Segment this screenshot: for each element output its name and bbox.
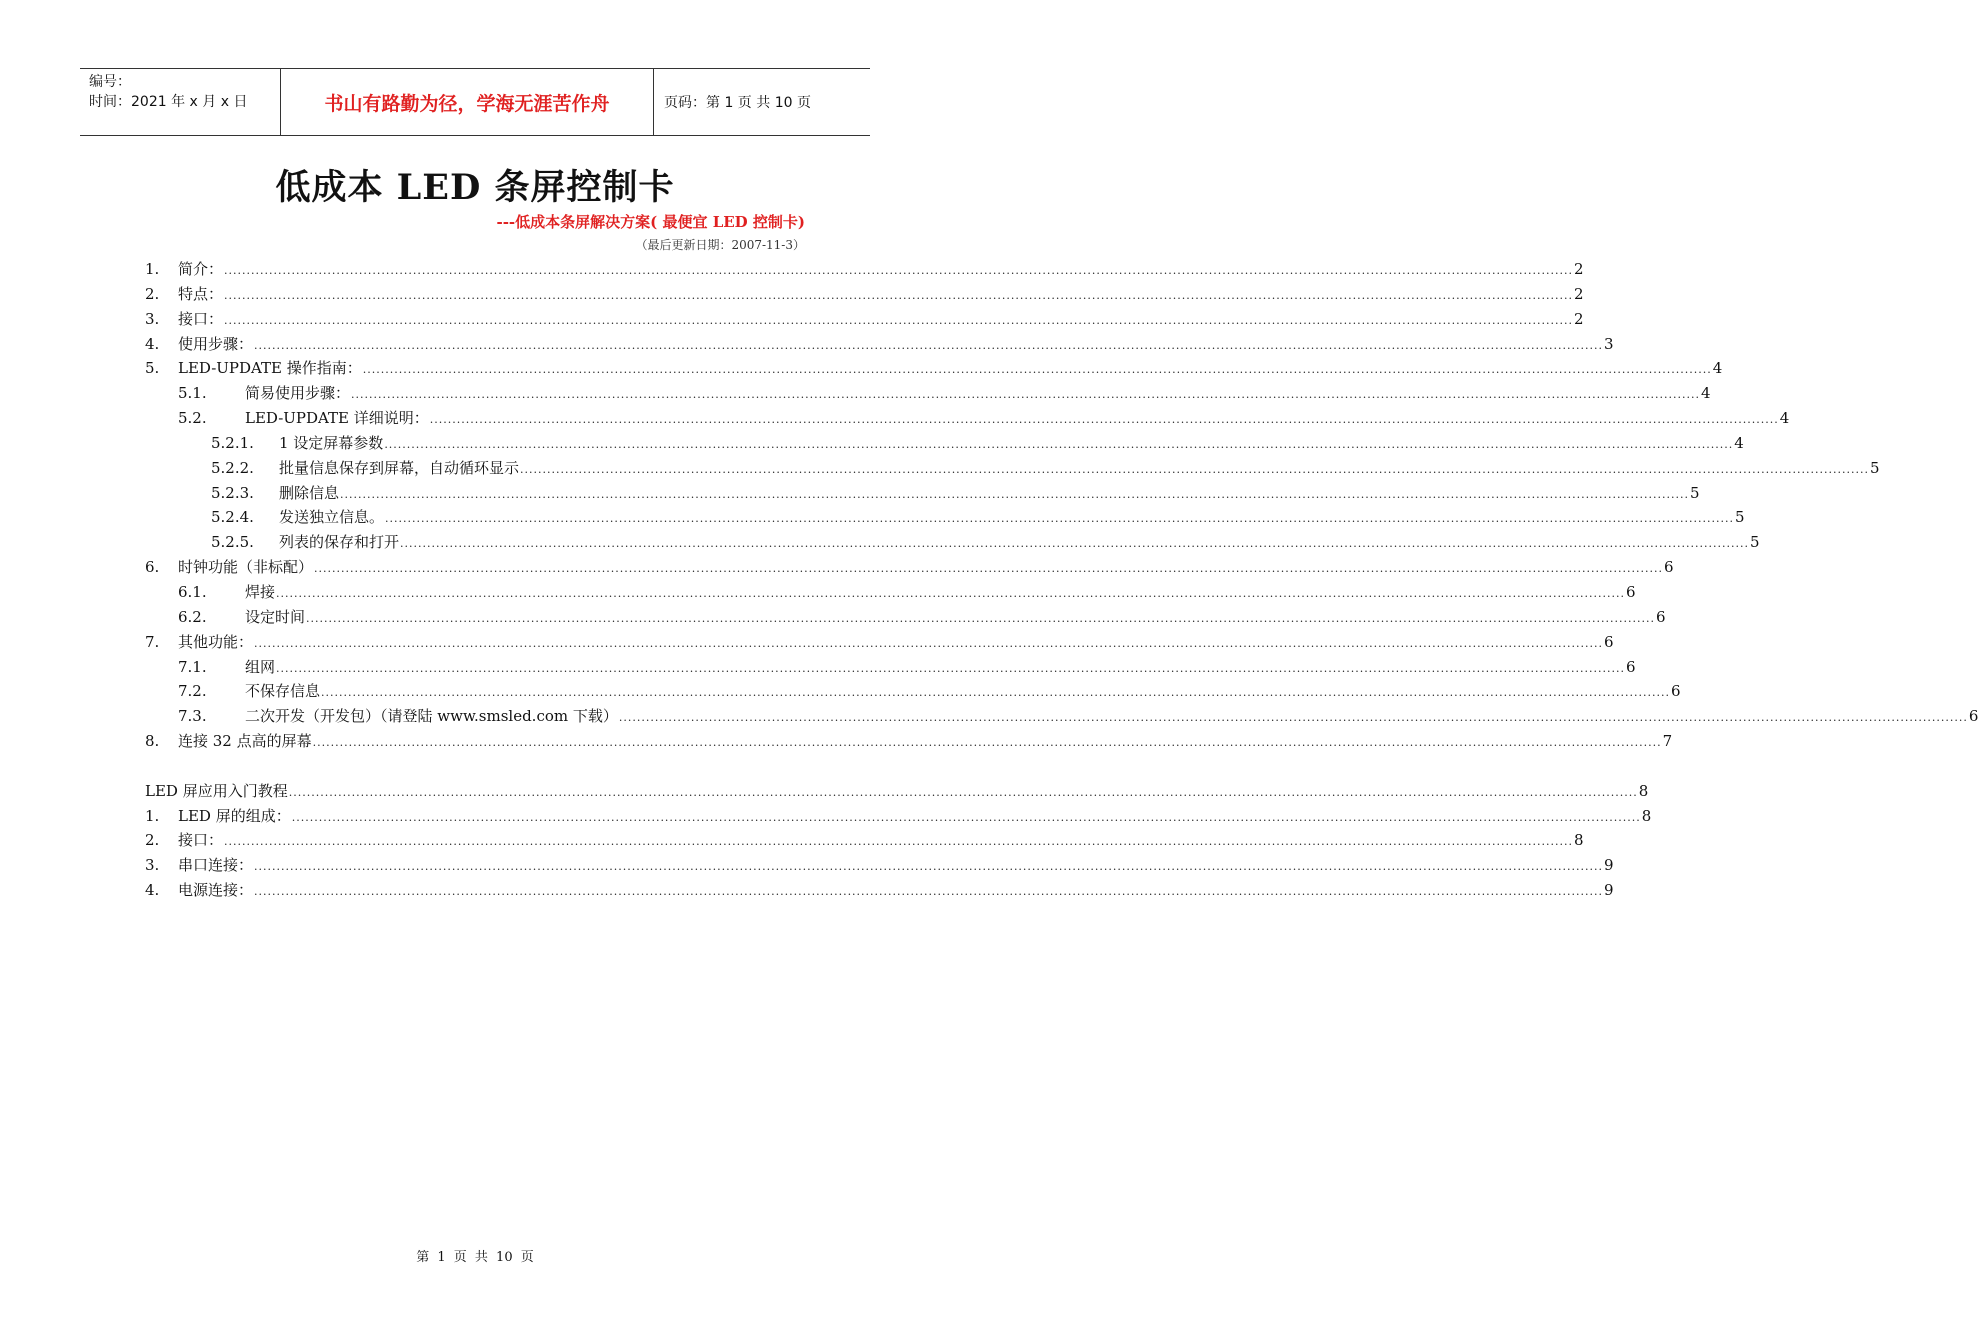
toc-label: 电源连接：: [178, 881, 254, 900]
toc-entry[interactable]: [145, 283, 1584, 308]
toc-number: 6.2.: [178, 607, 207, 626]
toc-label: 简介：: [178, 260, 224, 278]
toc-entry[interactable]: [145, 357, 1723, 382]
toc-label: 使用步骤：: [178, 334, 254, 353]
toc-label: 特点：: [178, 284, 224, 303]
document-subtitle: ---低成本条屏解决方案( 最便宜 LED 控制卡): [496, 213, 805, 231]
toc-page: 6: [1656, 607, 1666, 626]
toc-spacer: [145, 755, 807, 780]
toc-page: 6: [1671, 682, 1681, 701]
header-page-info: 页码：第 1 页 共 10 页: [664, 95, 811, 111]
toc-leader: ............................................................................................................................................................................................................................................................................................................: [224, 264, 1573, 277]
toc-entry[interactable]: [145, 631, 1614, 656]
toc-label: 列表的保存和打开: [279, 533, 400, 552]
toc-number: 5.1.: [178, 384, 207, 403]
toc-label: 接口：: [178, 309, 224, 328]
toc-label: LED-UPDATE 详细说明：: [245, 409, 429, 428]
toc-entry[interactable]: [145, 656, 1636, 681]
toc-label: 批量信息保存到屏幕，自动循环显示: [279, 458, 520, 477]
toc-number: 2.: [145, 831, 160, 850]
last-updated: （最后更新日期：2007-11-3）: [635, 238, 805, 252]
toc-page: 2: [1574, 260, 1584, 278]
toc-page: 8: [1638, 781, 1649, 800]
toc-page: 6: [1664, 558, 1674, 577]
toc-page: 6: [1626, 582, 1636, 601]
toc-number: 6.1.: [178, 582, 207, 601]
toc-page: 8: [1641, 806, 1652, 825]
toc-label: 1 设定屏幕参数: [279, 433, 384, 452]
toc-label: 时钟功能（非标配）: [178, 558, 314, 577]
toc-page: 4: [1712, 359, 1723, 378]
page-footer: 第 1 页 共 10 页: [416, 1250, 534, 1265]
toc-label: 不保存信息: [245, 682, 321, 701]
toc-entry[interactable]: [145, 829, 1584, 854]
toc-page: 4: [1701, 384, 1711, 403]
header-motto: 书山有路勤为径，学海无涯苦作舟: [281, 69, 654, 135]
toc-number: 5.2.: [178, 409, 207, 428]
toc-entry[interactable]: [145, 780, 1649, 805]
toc-page: 6: [1968, 707, 1978, 726]
toc-entry[interactable]: [145, 407, 1790, 432]
toc-number: 7.: [145, 632, 160, 651]
toc-label: LED 屏应用入门教程: [145, 781, 288, 800]
toc-entry[interactable]: [145, 705, 1978, 730]
toc-label: 二次开发（开发包）（请登陆 www.smsled.com 下载）: [245, 707, 618, 726]
toc-label: 组网: [245, 657, 276, 676]
toc-leader: ............................................................................................................................................................................................................................................................................................................: [288, 785, 1638, 799]
toc-entry[interactable]: [145, 805, 1652, 830]
toc-entry[interactable]: [145, 879, 1614, 904]
toc-number: 4.: [145, 881, 160, 900]
toc-label: LED-UPDATE 操作指南：: [178, 359, 362, 378]
toc-entry[interactable]: [145, 531, 1760, 556]
toc-number: 4.: [145, 334, 160, 353]
toc-leader: ............................................................................................................................................................................................................................................................................................................: [276, 586, 1625, 600]
toc-number: 7.2.: [178, 682, 207, 701]
toc-leader: ............................................................................................................................................................................................................................................................................................................: [340, 487, 1689, 501]
toc-number: 5.2.3.: [211, 483, 254, 502]
header-time: 时间：2021 年 x 月 x 日: [89, 94, 248, 110]
table-of-contents: [145, 258, 1978, 904]
toc-page: 5: [1870, 458, 1880, 477]
toc-leader: ............................................................................................................................................................................................................................................................................................................: [385, 512, 1734, 526]
toc-entry[interactable]: [145, 730, 1673, 755]
document-title: 低成本 LED 条屏控制卡: [275, 167, 675, 208]
toc-leader: ............................................................................................................................................................................................................................................................................................................: [254, 860, 1603, 874]
toc-leader: ............................................................................................................................................................................................................................................................................................................: [254, 636, 1603, 650]
toc-entry[interactable]: [145, 556, 1674, 581]
toc-entry[interactable]: [145, 680, 1681, 705]
toc-entry[interactable]: [145, 606, 1666, 631]
toc-page: 3: [1604, 334, 1614, 353]
toc-page: 6: [1604, 632, 1614, 651]
toc-leader: ............................................................................................................................................................................................................................................................................................................: [314, 562, 1663, 576]
toc-entry[interactable]: [145, 432, 1744, 457]
toc-entry[interactable]: [145, 506, 1745, 531]
toc-label: 串口连接：: [178, 856, 254, 875]
toc-leader: ............................................................................................................................................................................................................................................................................................................: [306, 611, 1655, 625]
toc-leader: ............................................................................................................................................................................................................................................................................................................: [362, 363, 1712, 377]
toc-page: 9: [1604, 881, 1614, 900]
toc-number: 5.2.4.: [211, 508, 254, 527]
toc-leader: ............................................................................................................................................................................................................................................................................................................: [224, 288, 1573, 302]
toc-number: 1.: [145, 806, 160, 825]
toc-number: 2.: [145, 284, 160, 303]
toc-label: 发送独立信息。: [279, 508, 385, 527]
toc-page: 2: [1574, 309, 1584, 328]
toc-page: 7: [1662, 732, 1673, 751]
toc-number: 5.2.2.: [211, 458, 254, 477]
toc-leader: ............................................................................................................................................................................................................................................................................................................: [520, 462, 1869, 476]
toc-label: 焊接: [245, 582, 276, 601]
toc-entry[interactable]: [145, 382, 1711, 407]
toc-label: 接口：: [178, 831, 224, 850]
toc-leader: ............................................................................................................................................................................................................................................................................................................: [312, 736, 1662, 750]
toc-label: 连接 32 点高的屏幕: [178, 732, 312, 751]
toc-number: 3.: [145, 856, 160, 875]
toc-page: 5: [1735, 508, 1745, 527]
toc-number: 5.2.5.: [211, 533, 254, 552]
toc-page: 4: [1734, 433, 1744, 452]
toc-number: 8.: [145, 732, 160, 751]
toc-label: 删除信息: [279, 483, 340, 502]
toc-leader: ............................................................................................................................................................................................................................................................................................................: [618, 711, 1968, 725]
toc-leader: ............................................................................................................................................................................................................................................................................................................: [224, 835, 1573, 849]
toc-page: 5: [1690, 483, 1700, 502]
toc-label: 简易使用步骤：: [245, 384, 351, 403]
toc-entry[interactable]: [145, 482, 1700, 507]
toc-number: 3.: [145, 309, 160, 328]
toc-leader: ............................................................................................................................................................................................................................................................................................................: [400, 537, 1749, 551]
toc-entry[interactable]: [145, 854, 1614, 879]
toc-page: 5: [1750, 533, 1760, 552]
toc-entry[interactable]: [145, 457, 1880, 482]
toc-leader: ............................................................................................................................................................................................................................................................................................................: [224, 313, 1573, 327]
toc-leader: ............................................................................................................................................................................................................................................................................................................: [254, 885, 1603, 899]
toc-leader: ............................................................................................................................................................................................................................................................................................................: [351, 388, 1700, 402]
toc-entry[interactable]: [145, 581, 1636, 606]
toc-entry[interactable]: [145, 333, 1614, 358]
toc-number: 5.2.1.: [211, 433, 254, 452]
toc-leader: ............................................................................................................................................................................................................................................................................................................: [384, 437, 1734, 451]
toc-page: 8: [1574, 831, 1584, 850]
header-number: 编号：: [89, 74, 131, 90]
toc-leader: ............................................................................................................................................................................................................................................................................................................: [276, 661, 1625, 675]
toc-number: 5.: [145, 359, 160, 378]
toc-leader: ............................................................................................................................................................................................................................................................................................................: [254, 338, 1603, 352]
toc-page: 6: [1626, 657, 1636, 676]
toc-number: 7.3.: [178, 707, 207, 726]
toc-leader: ............................................................................................................................................................................................................................................................................................................: [429, 413, 1779, 427]
toc-page: 9: [1604, 856, 1614, 875]
toc-label: 其他功能：: [178, 632, 254, 651]
toc-number: 7.1.: [178, 657, 207, 676]
toc-number: 1.: [145, 260, 160, 278]
toc-leader: ............................................................................................................................................................................................................................................................................................................: [291, 810, 1641, 824]
toc-page: 2: [1574, 284, 1584, 303]
toc-entry[interactable]: [145, 258, 1584, 283]
toc-leader: ............................................................................................................................................................................................................................................................................................................: [321, 686, 1670, 700]
header-meta: [80, 69, 281, 135]
toc-entry[interactable]: [145, 308, 1584, 333]
toc-label: 设定时间: [245, 607, 306, 626]
page-header: [80, 68, 870, 136]
toc-page: 4: [1779, 409, 1790, 428]
toc-label: LED 屏的组成：: [178, 806, 291, 825]
toc-number: 6.: [145, 558, 160, 577]
